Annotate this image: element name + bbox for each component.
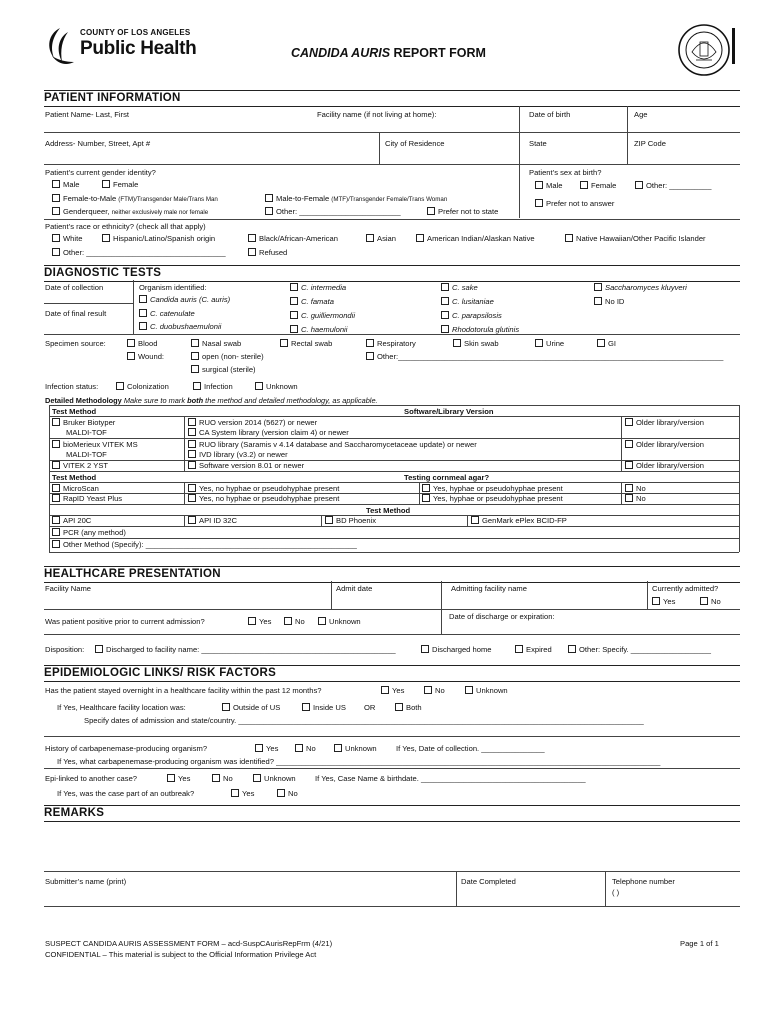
county-seal-icon: [678, 22, 730, 78]
test-method-header-3: Test Method: [366, 506, 411, 515]
method-microscan[interactable]: MicroScan: [52, 484, 99, 493]
checkbox-icon[interactable]: [52, 418, 60, 426]
gender-prefer-not[interactable]: Prefer not to state: [427, 207, 498, 216]
checkbox-icon[interactable]: [52, 528, 60, 536]
outbreak-question: If Yes, was the case part of an outbreak?: [57, 789, 195, 798]
checkbox-icon[interactable]: [318, 617, 326, 625]
final-result-label: Date of final result: [45, 309, 107, 318]
currently-admitted-no[interactable]: No: [700, 597, 721, 606]
checkbox-icon[interactable]: [580, 181, 588, 189]
spec-wound[interactable]: Wound:: [127, 352, 164, 361]
spec-surgical[interactable]: surgical (sterile): [191, 365, 256, 374]
address-label: Address- Number, Street, Apt #: [45, 139, 151, 148]
org-candida-auris[interactable]: Candida auris (C. auris): [139, 295, 230, 304]
methodology-note: Detailed Methodology Make sure to mark both the method and detailed methodology, as applicable.: [45, 396, 378, 405]
bruker-maldi: MALDI-TOF: [66, 428, 107, 437]
epi-title: EPIDEMIOLOGIC LINKS/ RISK FACTORS: [44, 665, 740, 682]
facility-name-label: Facility Name: [45, 584, 91, 593]
checkbox-icon[interactable]: [535, 181, 543, 189]
checkbox-icon[interactable]: [366, 352, 374, 360]
checkbox-icon[interactable]: [422, 484, 430, 492]
checkbox-icon[interactable]: [625, 440, 633, 448]
disposition-discharged-facility[interactable]: Discharged to facility name: ______________________________________________: [95, 645, 396, 654]
sex-other[interactable]: Other: __________: [635, 181, 711, 190]
org-famata[interactable]: C. famata: [290, 297, 334, 306]
sw-older1[interactable]: Older library/version: [625, 418, 704, 427]
disposition-home[interactable]: Discharged home: [421, 645, 492, 654]
checkbox-icon[interactable]: [188, 450, 196, 458]
method-apiid[interactable]: API ID 32C: [188, 516, 237, 525]
gender-question: Patient’s current gender identity?: [45, 168, 156, 177]
method-api20c[interactable]: API 20C: [52, 516, 91, 525]
location-both[interactable]: Both: [395, 703, 422, 712]
spec-open[interactable]: open (non- sterile): [191, 352, 264, 361]
race-hawaiian[interactable]: Native Hawaiian/Other Pacific Islander: [565, 234, 706, 243]
carba-what: If Yes, what carbapenemase-producing organism was identified? ___________________________________________________________________________________________: [57, 757, 661, 766]
checkbox-icon[interactable]: [441, 311, 449, 319]
checkbox-icon[interactable]: [625, 418, 633, 426]
status-unknown[interactable]: Unknown: [255, 382, 298, 391]
checkbox-icon[interactable]: [52, 248, 60, 256]
outbreak-no[interactable]: No: [277, 789, 298, 798]
checkbox-icon[interactable]: [277, 789, 285, 797]
org-saccharomyces[interactable]: Saccharomyces kluyveri: [594, 283, 687, 292]
checkbox-icon[interactable]: [290, 325, 298, 333]
checkbox-icon[interactable]: [255, 382, 263, 390]
status-infection[interactable]: Infection: [193, 382, 233, 391]
spec-other[interactable]: Other:_____________________________________________________________________________: [366, 352, 723, 361]
checkbox-icon[interactable]: [193, 382, 201, 390]
org-sake[interactable]: C. sake: [441, 283, 478, 292]
submitter-label: Submitter’s name (print): [45, 877, 127, 886]
checkbox-icon[interactable]: [422, 494, 430, 502]
checkbox-icon[interactable]: [188, 461, 196, 469]
checkbox-icon[interactable]: [253, 774, 261, 782]
outbreak-yes[interactable]: Yes: [231, 789, 254, 798]
healthcare-title: HEALTHCARE PRESENTATION: [44, 566, 740, 583]
spec-blood[interactable]: Blood: [127, 339, 157, 348]
checkbox-icon[interactable]: [248, 234, 256, 242]
checkbox-icon[interactable]: [700, 597, 708, 605]
checkbox-icon[interactable]: [424, 686, 432, 694]
carba-unknown[interactable]: Unknown: [334, 744, 377, 753]
rapid-yes-hyphae[interactable]: Yes, hyphae or pseudohyphae present: [422, 494, 563, 503]
sex-female[interactable]: Female: [580, 181, 616, 190]
test-method-header: Test Method: [52, 407, 97, 416]
checkbox-icon[interactable]: [52, 180, 60, 188]
checkbox-icon[interactable]: [594, 297, 602, 305]
spec-rectal[interactable]: Rectal swab: [280, 339, 332, 348]
currently-admitted-label: Currently admitted?: [652, 584, 719, 593]
checkbox-icon[interactable]: [52, 234, 60, 242]
checkbox-icon[interactable]: [167, 774, 175, 782]
specify-dates: Specify dates of admission and state/country. ________________________________________________________________________________________________: [84, 716, 644, 725]
disposition-label: Disposition:: [45, 645, 85, 654]
checkbox-icon[interactable]: [95, 645, 103, 653]
checkbox-icon[interactable]: [212, 774, 220, 782]
checkbox-icon[interactable]: [52, 484, 60, 492]
sw-older2[interactable]: Older library/version: [625, 440, 704, 449]
checkbox-icon[interactable]: [284, 617, 292, 625]
checkbox-icon[interactable]: [52, 440, 60, 448]
checkbox-icon[interactable]: [188, 516, 196, 524]
carba-date: If Yes, Date of collection. _______________: [396, 744, 545, 753]
checkbox-icon[interactable]: [302, 703, 310, 711]
checkbox-icon[interactable]: [52, 494, 60, 502]
method-rapid[interactable]: RapID Yeast Plus: [52, 494, 122, 503]
checkbox-icon[interactable]: [416, 234, 424, 242]
gender-mtf[interactable]: Male-to-Female (MTF)/Transgender Female/Trans Woman: [265, 194, 447, 203]
org-lusitaniae[interactable]: C. lusitaniae: [441, 297, 494, 306]
remarks-title: REMARKS: [44, 805, 740, 822]
org-main: Public Health: [80, 38, 197, 59]
specimen-source-label: Specimen source:: [45, 339, 106, 348]
page-number: Page 1 of 1: [680, 939, 719, 948]
checkbox-icon[interactable]: [290, 297, 298, 305]
checkbox-icon[interactable]: [52, 516, 60, 524]
footer-line1: SUSPECT CANDIDA AURIS ASSESSMENT FORM – acd-SuspCAurisRepFrm (4/21): [45, 939, 333, 948]
gender-male[interactable]: Male: [52, 180, 79, 189]
city-label: City of Residence: [385, 139, 445, 148]
discharge-date-label: Date of discharge or expiration:: [449, 612, 555, 621]
checkbox-icon[interactable]: [441, 297, 449, 305]
checkbox-icon[interactable]: [515, 645, 523, 653]
race-asian[interactable]: Asian: [366, 234, 396, 243]
overnight-question: Has the patient stayed overnight in a healthcare facility within the past 12 months?: [45, 686, 322, 695]
checkbox-icon[interactable]: [191, 339, 199, 347]
dob-label: Date of birth: [529, 110, 571, 119]
test-method-header-2: Test Method: [52, 473, 97, 482]
org-top: COUNTY OF LOS ANGELES: [80, 28, 191, 37]
race-question: Patient’s race or ethnicity? (check all that apply): [45, 222, 206, 231]
sw-ruo-saramis[interactable]: RUO library (Saramis v 4.14 database and Saccharomycetaceae update) or newer: [188, 440, 477, 449]
positive-no[interactable]: No: [284, 617, 305, 626]
race-black[interactable]: Black/African-American: [248, 234, 338, 243]
checkbox-icon[interactable]: [535, 339, 543, 347]
org-catenulate[interactable]: C. catenulate: [139, 309, 195, 318]
form-title: CANDIDA AURIS REPORT FORM: [291, 46, 486, 60]
epi-case-name: If Yes, Case Name & birthdate. _______________________________________: [315, 774, 586, 783]
race-other[interactable]: Other: _________________________________: [52, 248, 226, 257]
method-vitek2[interactable]: VITEK 2 YST: [52, 461, 108, 470]
telephone-label: Telephone number: [612, 877, 675, 886]
carba-question: History of carbapenemase-producing organism?: [45, 744, 208, 753]
carba-no[interactable]: No: [295, 744, 316, 753]
method-other[interactable]: Other Method (Specify): __________________________________________________: [52, 540, 357, 549]
location-or: OR: [364, 703, 376, 712]
org-parapsilosis[interactable]: C. parapsilosis: [441, 311, 502, 320]
epi-no[interactable]: No: [212, 774, 233, 783]
checkbox-icon[interactable]: [568, 645, 576, 653]
checkbox-icon[interactable]: [265, 207, 273, 215]
checkbox-icon[interactable]: [188, 428, 196, 436]
positive-yes[interactable]: Yes: [248, 617, 271, 626]
org-duobushaemulonii[interactable]: C. duobushaemulonii: [139, 322, 221, 331]
checkbox-icon[interactable]: [139, 309, 147, 317]
checkbox-icon[interactable]: [248, 248, 256, 256]
header-bar: [732, 28, 735, 64]
method-biomerieux[interactable]: bioMerieux VITEK MS: [52, 440, 138, 449]
checkbox-icon[interactable]: [421, 645, 429, 653]
method-genmark[interactable]: GenMark ePlex BCID-FP: [471, 516, 567, 525]
org-haemulonii[interactable]: C. haemulonii: [290, 325, 347, 334]
spec-urine[interactable]: Urine: [535, 339, 564, 348]
checkbox-icon[interactable]: [191, 365, 199, 373]
sw-801[interactable]: Software version 8.01 or newer: [188, 461, 304, 470]
epi-yes[interactable]: Yes: [167, 774, 190, 783]
checkbox-icon[interactable]: [188, 440, 196, 448]
gender-female[interactable]: Female: [102, 180, 138, 189]
zip-label: ZIP Code: [634, 139, 666, 148]
checkbox-icon[interactable]: [625, 484, 633, 492]
facility-label: Facility name (if not living at home):: [317, 110, 437, 119]
checkbox-icon[interactable]: [127, 352, 135, 360]
checkbox-icon[interactable]: [188, 484, 196, 492]
microscan-yes-no-hyphae[interactable]: Yes, no hyphae or pseudohyphae present: [188, 484, 339, 493]
checkbox-icon[interactable]: [635, 181, 643, 189]
spec-respiratory[interactable]: Respiratory: [366, 339, 416, 348]
sex-prefer-not[interactable]: Prefer not to answer: [535, 199, 614, 208]
checkbox-icon[interactable]: [102, 180, 110, 188]
age-label: Age: [634, 110, 648, 119]
checkbox-icon[interactable]: [441, 283, 449, 291]
checkbox-icon[interactable]: [255, 744, 263, 752]
checkbox-icon[interactable]: [290, 311, 298, 319]
checkbox-icon[interactable]: [52, 207, 60, 215]
checkbox-icon[interactable]: [381, 686, 389, 694]
rapid-no[interactable]: No: [625, 494, 646, 503]
organism-identified-label: Organism identified:: [139, 283, 207, 292]
gender-ftm[interactable]: Female-to-Male (FTM)/Transgender Male/Trans Man: [52, 194, 218, 203]
location-inside[interactable]: Inside US: [302, 703, 346, 712]
checkbox-icon[interactable]: [366, 234, 374, 242]
checkbox-icon[interactable]: [366, 339, 374, 347]
checkbox-icon[interactable]: [597, 339, 605, 347]
checkbox-icon[interactable]: [625, 494, 633, 502]
checkbox-icon[interactable]: [188, 418, 196, 426]
microscan-yes-hyphae[interactable]: Yes, hyphae or pseudohyphae present: [422, 484, 563, 493]
checkbox-icon[interactable]: [565, 234, 573, 242]
org-guilliermondii[interactable]: C. guilliermondii: [290, 311, 355, 320]
checkbox-icon[interactable]: [191, 352, 199, 360]
spec-nasal[interactable]: Nasal swab: [191, 339, 241, 348]
disposition-other[interactable]: Other: Specify. ___________________: [568, 645, 711, 654]
public-health-logo-icon: [44, 26, 78, 66]
carba-yes[interactable]: Yes: [255, 744, 278, 753]
overnight-yes[interactable]: Yes: [381, 686, 404, 695]
checkbox-icon[interactable]: [594, 283, 602, 291]
checkbox-icon[interactable]: [395, 703, 403, 711]
sw-ruo2014[interactable]: RUO version 2014 (5627) or newer: [188, 418, 317, 427]
checkbox-icon[interactable]: [334, 744, 342, 752]
checkbox-icon[interactable]: [52, 461, 60, 469]
checkbox-icon[interactable]: [280, 339, 288, 347]
rapid-yes-no-hyphae[interactable]: Yes, no hyphae or pseudohyphae present: [188, 494, 339, 503]
race-refused[interactable]: Refused: [248, 248, 287, 257]
sw-ivd[interactable]: IVD library (v3.2) or newer: [188, 450, 288, 459]
gender-other[interactable]: Other: ________________________: [265, 207, 401, 216]
race-american-indian[interactable]: American Indian/Alaskan Native: [416, 234, 535, 243]
status-colonization[interactable]: Colonization: [116, 382, 169, 391]
sex-male[interactable]: Male: [535, 181, 562, 190]
checkbox-icon[interactable]: [427, 207, 435, 215]
location-outside[interactable]: Outside of US: [222, 703, 280, 712]
bio-maldi: MALDI-TOF: [66, 450, 107, 459]
if-yes-location: If Yes, Healthcare facility location was:: [57, 703, 186, 712]
checkbox-icon[interactable]: [139, 322, 147, 330]
checkbox-icon[interactable]: [116, 382, 124, 390]
admitting-facility-label: Admitting facility name: [451, 584, 527, 593]
state-label: State: [529, 139, 547, 148]
checkbox-icon[interactable]: [652, 597, 660, 605]
checkbox-icon[interactable]: [231, 789, 239, 797]
diagnostic-tests-title: DIAGNOSTIC TESTS: [44, 265, 740, 282]
org-no-id[interactable]: No ID: [594, 297, 624, 306]
checkbox-icon[interactable]: [248, 617, 256, 625]
date-completed-label: Date Completed: [461, 877, 516, 886]
sw-ca-system[interactable]: CA System library (version claim 4) or newer: [188, 428, 349, 437]
admit-date-label: Admit date: [336, 584, 373, 593]
checkbox-icon[interactable]: [265, 194, 273, 202]
checkbox-icon[interactable]: [222, 703, 230, 711]
epi-unknown[interactable]: Unknown: [253, 774, 296, 783]
checkbox-icon[interactable]: [441, 325, 449, 333]
footer-line2: CONFIDENTIAL – This material is subject to the Official Information Privilege Act: [45, 950, 317, 959]
patient-name-label: Patient Name- Last, First: [45, 110, 129, 119]
sex-question: Patient’s sex at birth?: [529, 168, 602, 177]
race-white[interactable]: White: [52, 234, 82, 243]
spec-skin[interactable]: Skin swab: [453, 339, 499, 348]
checkbox-icon[interactable]: [290, 283, 298, 291]
software-header: Software/Library Version: [404, 407, 494, 416]
checkbox-icon[interactable]: [325, 516, 333, 524]
patient-info-title: PATIENT INFORMATION: [44, 90, 740, 107]
org-intermedia[interactable]: C. intermedia: [290, 283, 346, 292]
sw-older3[interactable]: Older library/version: [625, 461, 704, 470]
infection-status-label: Infection status:: [45, 382, 99, 391]
race-hispanic[interactable]: Hispanic/Latino/Spanish origin: [102, 234, 215, 243]
checkbox-icon[interactable]: [535, 199, 543, 207]
checkbox-icon[interactable]: [102, 234, 110, 242]
checkbox-icon[interactable]: [139, 295, 147, 303]
microscan-no[interactable]: No: [625, 484, 646, 493]
currently-admitted-yes[interactable]: Yes: [652, 597, 675, 606]
epi-linked-question: Epi-linked to another case?: [45, 774, 138, 783]
method-bdphoenix[interactable]: BD Phoenix: [325, 516, 376, 525]
checkbox-icon[interactable]: [52, 194, 60, 202]
collection-date-label: Date of collection: [45, 283, 104, 292]
overnight-unknown[interactable]: Unknown: [465, 686, 508, 695]
method-bruker[interactable]: Bruker Biotyper: [52, 418, 115, 427]
checkbox-icon[interactable]: [471, 516, 479, 524]
checkbox-icon[interactable]: [295, 744, 303, 752]
checkbox-icon[interactable]: [625, 461, 633, 469]
checkbox-icon[interactable]: [465, 686, 473, 694]
gender-genderqueer[interactable]: Genderqueer, neither exclusively male nor female: [52, 207, 208, 216]
checkbox-icon[interactable]: [453, 339, 461, 347]
positive-unknown[interactable]: Unknown: [318, 617, 361, 626]
checkbox-icon[interactable]: [188, 494, 196, 502]
positive-prior-question: Was patient positive prior to current admission?: [45, 617, 205, 626]
disposition-expired[interactable]: Expired: [515, 645, 552, 654]
spec-gi[interactable]: GI: [597, 339, 616, 348]
org-rhodotorula[interactable]: Rhodotorula glutinis: [441, 325, 519, 334]
checkbox-icon[interactable]: [127, 339, 135, 347]
telephone-parens: ( ): [612, 888, 620, 897]
method-pcr[interactable]: PCR (any method): [52, 528, 126, 537]
checkbox-icon[interactable]: [52, 540, 60, 548]
overnight-no[interactable]: No: [424, 686, 445, 695]
cornmeal-header: Testing cornmeal agar?: [404, 473, 490, 482]
